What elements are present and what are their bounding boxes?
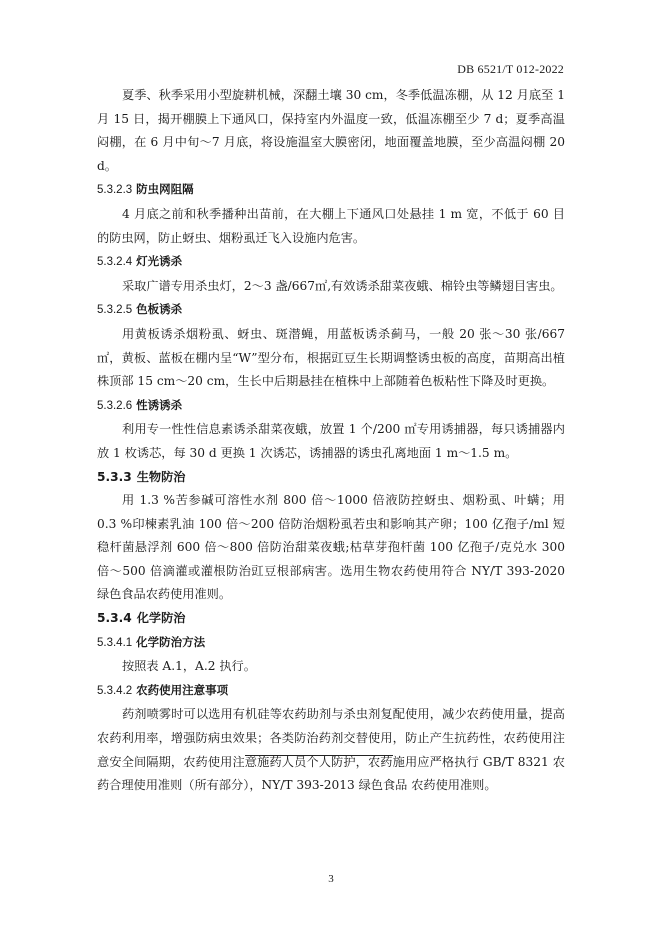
heading-title: 色板诱杀 <box>136 302 183 317</box>
heading-5-3-4 <box>97 607 565 631</box>
paragraph-soil-treatment: 夏季、秋季采用小型旋耕机械，深翻土壤 30 cm，冬季低温冻棚，从 12 月底至 1 月 15 日，揭开棚膜上下通风口，保持室内外温度一致，低温冻棚至少 7 d；夏季高温闷棚，在 6 月中旬～7 月底，将设施温室大膜密闭，地面覆盖地膜，至少高温闷棚 20 d。 <box>97 88 565 173</box>
heading-title: 性诱诱杀 <box>136 397 183 412</box>
heading-number: 5.3.4 <box>97 611 132 626</box>
heading-5-3-2-5 <box>97 298 565 323</box>
paragraph-insect-net: 4 月底之前和秋季播种出苗前，在大棚上下通风口处悬挂 1 m 宽，不低于 60 目的防虫网，防止蚜虫、烟粉虱迁飞入设施内危害。 <box>97 206 565 245</box>
heading-5-3-4-1 <box>97 631 565 656</box>
paragraph-light-trap: 采取广谱专用杀虫灯，2～3 盏/667㎡,有效诱杀甜菜夜蛾、棉铃虫等鳞翅目害虫。 <box>122 278 563 293</box>
paragraph-pheromone-trap: 利用专一性性信息素诱杀甜菜夜蛾，放置 1 个/200 ㎡专用诱捕器，每只诱捕器内放 1 枚诱芯，每 30 d 更换 1 次诱芯，诱捕器的诱虫孔离地面 1 m～1.5 m。 <box>97 422 565 460</box>
heading-number: 5.3.3 <box>97 469 132 484</box>
heading-5-3-3 <box>97 466 565 490</box>
document-body <box>97 84 565 798</box>
heading-5-3-2-3 <box>97 178 565 203</box>
heading-number: 5.3.2.6 <box>97 399 133 412</box>
heading-title: 防虫网阻隔 <box>136 182 194 197</box>
heading-title: 灯光诱杀 <box>136 254 183 269</box>
heading-5-3-2-4 <box>97 250 565 275</box>
heading-title: 生物防治 <box>136 469 186 484</box>
paragraph-pesticide-notes: 药剂喷雾时可以选用有机硅等农药助剂与杀虫剂复配使用，减少农药使用量，提高农药利用率，增强防病虫效果；各类防治药剂交替使用，防止产生抗药性，农药使用注意安全间隔期，农药使用注意施药人员个人防护，农药施用应严格执行 GB/T 8321 农药合理使用准则（所有部分），NY/T 393-2013 绿色食品 农药使用准则。 <box>97 707 565 793</box>
heading-title: 化学防治方法 <box>136 634 206 649</box>
heading-number: 5.3.4.2 <box>97 684 133 697</box>
heading-title: 农药使用注意事项 <box>136 682 229 697</box>
document-code: DB 6521/T 012-2022 <box>457 62 564 76</box>
end-of-section-rule <box>245 755 393 756</box>
heading-5-3-4-2 <box>97 679 565 704</box>
page-number: 3 <box>328 873 334 885</box>
paragraph-chemical-method: 按照表 A.1，A.2 执行。 <box>122 659 256 674</box>
heading-number: 5.3.2.4 <box>97 256 133 269</box>
paragraph-biological-control: 用 1.3 %苦参碱可溶性水剂 800 倍～1000 倍液防控蚜虫、烟粉虱、叶螨；用 0.3 %印楝素乳油 100 倍～200 倍防治烟粉虱若虫和影响其产卵；100 亿孢子/ml 短稳杆菌悬浮剂 600 倍～800 倍防治甜菜夜蛾;枯草芽孢杆菌 100 亿孢子/克兑水 300 倍～500 倍滴灌或灌根防治豇豆根部病害。选用生物农药使用符合 NY/T 393-2020 绿色食品农药使用准则。 <box>97 493 565 602</box>
heading-number: 5.3.4.1 <box>97 636 133 649</box>
heading-5-3-2-6 <box>97 394 565 419</box>
heading-number: 5.3.2.3 <box>97 184 133 197</box>
heading-title: 化学防治 <box>136 611 186 626</box>
paragraph-color-board: 用黄板诱杀烟粉虱、蚜虫、斑潜蝇，用蓝板诱杀蓟马，一般 20 张～30 张/667㎡，黄板、蓝板在棚内呈“W”型分布，根据豇豆生长期调整诱虫板的高度，苗期高出植株顶部 15 cm～20 cm，生长中后期悬挂在植株中上部随着色板粘性下降及时更换。 <box>97 326 565 389</box>
heading-number: 5.3.2.5 <box>97 304 133 317</box>
